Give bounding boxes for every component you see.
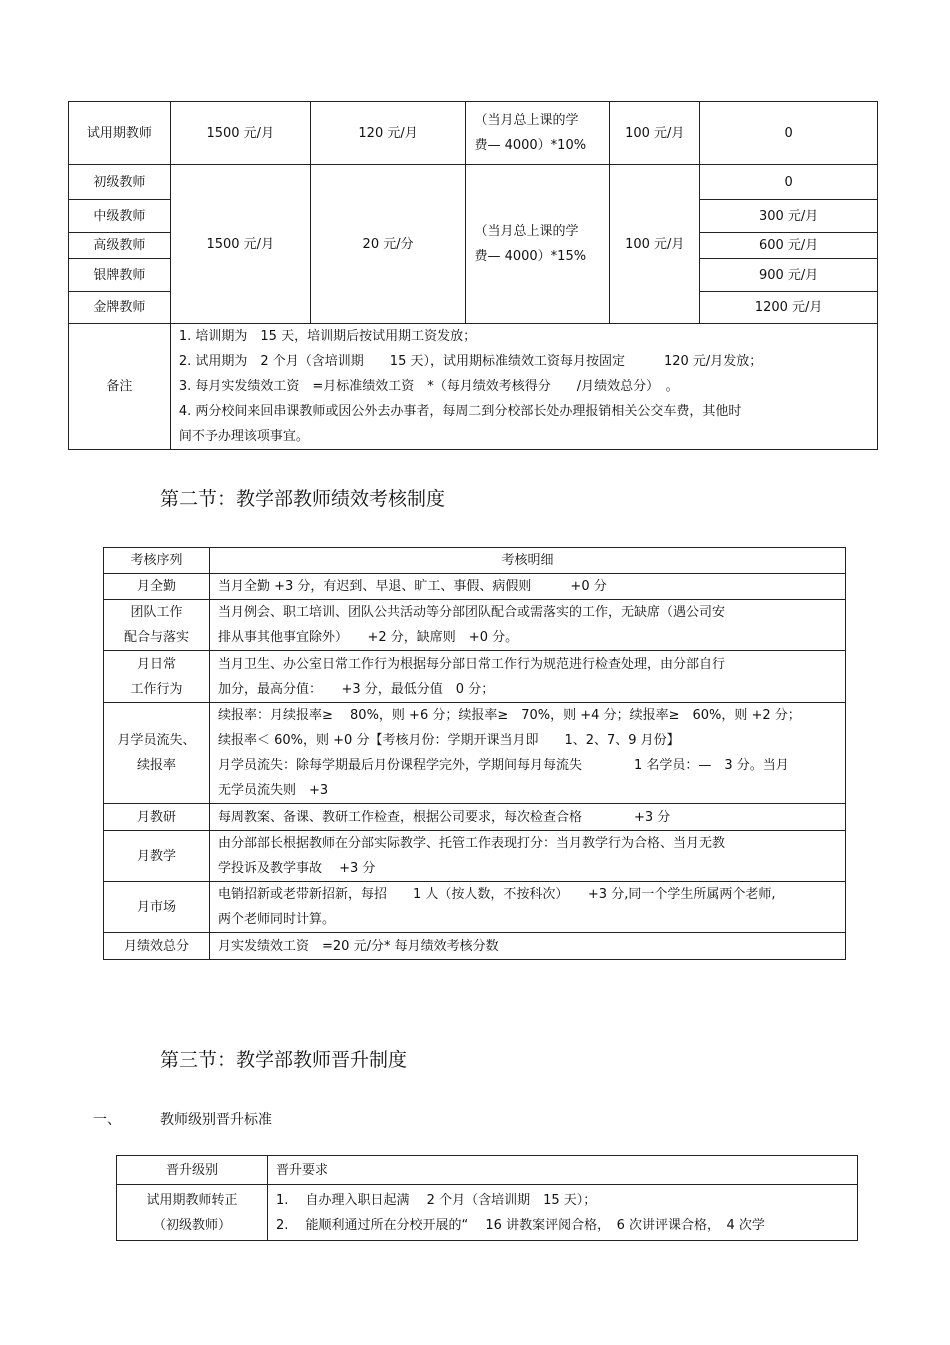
level-cell: 中级教师: [69, 200, 171, 233]
class-fee-cell: 20 元/分: [310, 165, 466, 324]
class-fee-cell: 120 元/月: [310, 102, 466, 165]
header-cell: 考核序列: [104, 548, 210, 574]
list-number: 一、: [93, 1112, 121, 1128]
table-row: [104, 804, 846, 831]
header-cell: 考核明细: [210, 548, 846, 574]
level-cell: 银牌教师: [69, 259, 171, 292]
item-name: 月学员流失、 续报率: [104, 703, 210, 804]
level-pay-cell: 900 元/月: [700, 259, 878, 292]
base-salary-cell: 1500 元/月: [170, 102, 310, 165]
level-cell: 初级教师: [69, 165, 171, 200]
commission-cell: （当月总上课的学 费— 4000）*15%: [466, 165, 610, 324]
header-cell: 晋升要求: [268, 1156, 858, 1185]
subsection-title: 教师级别晋升标准: [160, 1112, 272, 1128]
item-detail: 当月例会、职工培训、团队公共活动等分部团队配合或需落实的工作，无缺席（遇公司安 排从事其他事宜除外） +2 分，缺席则 +0 分。: [210, 600, 846, 651]
level-pay-cell: 1200 元/月: [700, 292, 878, 324]
item-name: 月全勤: [104, 574, 210, 600]
table-row: [104, 651, 846, 703]
table-row: [69, 102, 878, 165]
promotion-level: 试用期教师转正 （初级教师）: [117, 1185, 268, 1241]
item-name: 月市场: [104, 882, 210, 933]
allowance-cell: 100 元/月: [610, 102, 700, 165]
level-cell: 高级教师: [69, 233, 171, 259]
item-detail: 续报率：月续报率≥ 80%，则 +6 分；续报率≥ 70%，则 +4 分；续报率≥ 60%，则 +2 分； 续报率＜ 60%，则 +0 分【考核月份：学期开课当月即 1、2、7、9 月份】 月学员流失：除每学期最后月份课程学完外，学期间每月每流失 1 名学员：— 3 分。当月 无学员流失则 +3: [210, 703, 846, 804]
item-name: 团队工作 配合与落实: [104, 600, 210, 651]
level-pay-cell: 600 元/月: [700, 233, 878, 259]
remarks-label: 备注: [69, 324, 171, 450]
table-row: [104, 703, 846, 804]
table-row: [69, 165, 878, 200]
item-name: 月绩效总分: [104, 933, 210, 960]
promotion-requirements: 1. 自办理入职日起满 2 个月（含培训期 15 天）； 2. 能顺利通过所在分校开展的“ 16 讲教案评阅合格， 6 次讲评课合格， 4 次学: [268, 1185, 858, 1241]
level-pay-cell: 300 元/月: [700, 200, 878, 233]
section-3-title: 第三节：教学部教师晋升制度: [160, 1049, 408, 1071]
level-pay-cell: 0: [700, 102, 878, 165]
table-row: [104, 831, 846, 882]
table-row: [104, 933, 846, 960]
level-cell: 试用期教师: [69, 102, 171, 165]
table-row: [104, 882, 846, 933]
allowance-cell: 100 元/月: [610, 165, 700, 324]
promotion-table: [116, 1155, 858, 1241]
section-2-title: 第二节：教学部教师绩效考核制度: [160, 488, 446, 510]
item-name: 月教研: [104, 804, 210, 831]
table-header-row: [117, 1156, 858, 1185]
table-row: [117, 1185, 858, 1241]
item-detail: 月实发绩效工资 =20 元/分* 每月绩效考核分数: [210, 933, 846, 960]
item-detail: 电销招新或老带新招新，每招 1 人（按人数，不按科次） +3 分,同一个学生所属两个老师, 两个老师同时计算。: [210, 882, 846, 933]
item-detail: 当月卫生、办公室日常工作行为根据每分部日常工作行为规范进行检查处理，由分部自行 加分，最高分值： +3 分，最低分值 0 分；: [210, 651, 846, 703]
salary-table: [68, 101, 878, 450]
level-cell: 金牌教师: [69, 292, 171, 324]
table-row: [104, 600, 846, 651]
performance-table: [103, 547, 846, 960]
item-name: 月日常 工作行为: [104, 651, 210, 703]
table-row: [104, 574, 846, 600]
remarks-row: [69, 324, 878, 450]
commission-cell: （当月总上课的学 费— 4000）*10%: [466, 102, 610, 165]
table-header-row: [104, 548, 846, 574]
item-detail: 每周教案、备课、教研工作检查，根据公司要求，每次检查合格 +3 分: [210, 804, 846, 831]
base-salary-cell: 1500 元/月: [170, 165, 310, 324]
header-cell: 晋升级别: [117, 1156, 268, 1185]
item-name: 月教学: [104, 831, 210, 882]
level-pay-cell: 0: [700, 165, 878, 200]
item-detail: 由分部部长根据教师在分部实际教学、托管工作表现打分：当月教学行为合格、当月无教 学投诉及教学事故 +3 分: [210, 831, 846, 882]
item-detail: 当月全勤 +3 分，有迟到、早退、旷工、事假、病假则 +0 分: [210, 574, 846, 600]
remarks-text: 1. 培训期为 15 天，培训期后按试用期工资发放； 2. 试用期为 2 个月（含培训期 15 天），试用期标准绩效工资每月按固定 120 元/月发放； 3. 每月实发绩效工资 =月标准绩效工资 *（每月绩效考核得分 /月绩效总分） 。 4. 两分校间来回串课教师或因公外去办事者，每周二到分校部长处办理报销相关公交车费，其他时 间不予办理该项事宜。: [170, 324, 877, 450]
